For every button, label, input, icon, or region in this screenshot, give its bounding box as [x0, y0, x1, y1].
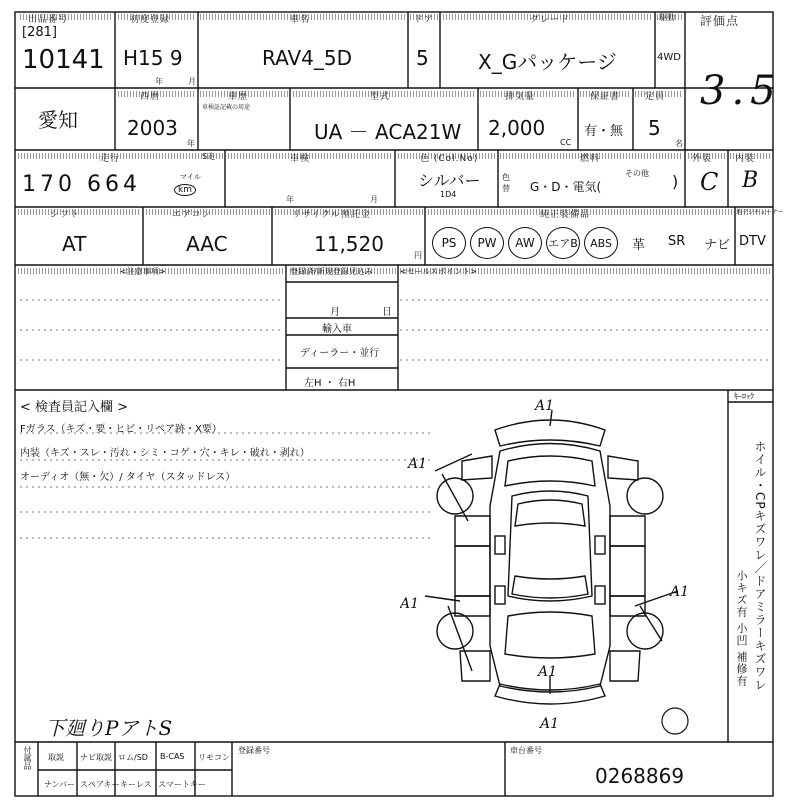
shift-label: シフト: [50, 210, 81, 220]
year-suffix: 年: [187, 139, 195, 148]
handle-side: 左H ・ 右H: [304, 378, 356, 389]
history-label: 車歴: [228, 92, 249, 102]
interior-label: 内装: [735, 154, 756, 164]
history-note: 車検証記載の用途: [202, 104, 251, 111]
damage-mark-rear-right: A1: [670, 584, 690, 600]
month-unit: 月: [188, 77, 196, 86]
exterior-value: C: [700, 168, 719, 196]
inspector-line-3: オーディオ（無・欠）/ タイヤ（スタッドレス）: [20, 472, 236, 483]
inspector-line-1: Fガラス（キズ・要・ヒビ・リペア跡・X要）: [20, 424, 222, 435]
equip-dtv: DTV: [739, 234, 766, 249]
model-code-value: UA － ACA21W: [314, 120, 462, 144]
ac-label: エアコン: [172, 210, 212, 220]
footer-keyless: キーレス: [120, 780, 152, 789]
damage-mark-front-left: A1: [408, 456, 428, 472]
sales-point-label: <セールスポイント>: [400, 267, 477, 276]
tuner-label: 地デジチューナー: [736, 209, 784, 216]
footer-smart-key: スマートキー: [158, 780, 206, 789]
equip-pw-badge: PW: [470, 227, 504, 259]
ac-value: AAC: [186, 232, 228, 256]
equip-airbag-badge: エアB: [546, 227, 580, 259]
accessories-label: 付属品: [23, 746, 32, 770]
damage-mark-rear-left: A1: [400, 596, 420, 612]
doors-value: 5: [416, 46, 429, 70]
lot-number: 10141: [22, 45, 105, 75]
score-label: 評価点: [700, 14, 740, 28]
recycle-value: 11,520: [314, 232, 384, 256]
grade-label: グレード: [530, 15, 571, 25]
grade-value: X_Gパッケージ: [478, 50, 617, 74]
color-value: シルバー: [418, 171, 481, 190]
mileage-meter-label: S走: [202, 152, 216, 161]
yen-unit: 円: [414, 251, 422, 260]
inspection-label: 車検: [290, 154, 311, 164]
equip-sunroof: SR: [668, 234, 686, 249]
holder-label: 保証書: [590, 92, 621, 102]
area-value: 愛知: [38, 108, 78, 132]
interior-value: B: [742, 168, 759, 193]
year-value: 2003: [127, 116, 178, 140]
damage-mark-rear: A1: [538, 664, 558, 680]
lot-label: 出品番号: [28, 15, 69, 25]
damage-mark-front: A1: [535, 398, 555, 414]
inspector-line-2: 内装（キズ・スレ・汚れ・シミ・コゲ・穴・キレ・破れ・剥れ）: [20, 448, 310, 459]
first-reg-value: H15 9: [123, 46, 183, 70]
color-code: 1D4: [440, 190, 457, 199]
color-change-label: 色替: [502, 173, 510, 193]
equip-aw-badge: AW: [508, 227, 542, 259]
import-label: 輸入車: [322, 324, 352, 335]
equip-leather: 革: [632, 238, 646, 253]
fuel-close: ): [672, 172, 679, 191]
footer-navi-manual: ナビ取説: [80, 753, 112, 762]
registration-day: 日: [382, 307, 392, 318]
year-label: 西暦: [140, 92, 161, 102]
mileage-value: 170 664: [22, 172, 141, 197]
first-reg-label: 初度登録: [130, 15, 171, 25]
model-value: RAV4_5D: [262, 46, 353, 70]
shift-value: AT: [62, 232, 87, 256]
inspection-month: 月: [370, 195, 378, 204]
year-unit: 年: [155, 77, 163, 86]
capacity-unit: 名: [675, 139, 683, 148]
footer-number-plate: ナンバー: [44, 780, 76, 789]
cc-unit: CC: [560, 138, 572, 147]
registration-number-label: 登録番号: [238, 746, 270, 755]
dealer-parallel: ディーラー・並行: [300, 348, 380, 359]
footer-manual: 取説: [48, 753, 64, 762]
registration-month: 月: [330, 307, 340, 318]
keylock-label: ｷｰﾛｯｸ: [734, 392, 754, 401]
chassis-number: 0268869: [595, 764, 685, 788]
door-label: ドア: [414, 15, 434, 25]
fuel-label: 燃料: [580, 154, 601, 164]
chassis-number-label: 車台番号: [510, 746, 542, 755]
handwritten-note: 下廻りPアトS: [45, 716, 173, 740]
mile-unit: マイル: [180, 173, 201, 181]
drive-label: 駆動: [659, 13, 675, 22]
displacement-label: 排気量: [505, 92, 536, 102]
footer-spare-key: スペアキー: [80, 780, 120, 789]
inspector-title: < 検査員記入欄 >: [20, 400, 129, 415]
footer-bcas: B-CAS: [160, 752, 185, 761]
caution-label: <注意事項>: [120, 267, 166, 276]
damage-legend: 小キズ有 小凹 補修有: [735, 570, 748, 687]
drive-value: 4WD: [657, 52, 681, 63]
fuel-other: その他: [625, 169, 649, 178]
model-label: 車名: [290, 15, 311, 25]
equip-label: 純正装備品: [540, 210, 591, 220]
registration-label: 登録済/新規登録見込み: [290, 267, 373, 276]
equip-ps-badge: PS: [432, 227, 466, 259]
recycle-label: リサイクル預託金: [292, 210, 371, 220]
exterior-label: 外装: [692, 154, 713, 164]
car-diagram-icon: [400, 396, 730, 736]
model-code-label: 型式: [370, 92, 391, 102]
displacement-value: 2,000: [488, 116, 546, 140]
wheel-mirror-legend: ホイル・CPキズワレ／ドアミラーキズワレ: [753, 440, 767, 692]
equip-navi: ナビ: [704, 238, 731, 253]
color-label: 色 (Col.No): [420, 154, 479, 164]
capacity-value: 5: [648, 116, 661, 140]
score-value: 3.5: [700, 68, 782, 114]
holder-value: 有・無: [584, 124, 624, 139]
km-unit: km: [174, 184, 196, 196]
damage-mark-rear-bumper: A1: [540, 716, 560, 732]
inspection-year: 年: [286, 195, 294, 204]
footer-rom-sd: ロム/SD: [118, 753, 148, 762]
lot-bracket: [281]: [22, 25, 57, 40]
equip-abs-badge: ABS: [584, 227, 618, 259]
footer-remote: リモコン: [198, 753, 230, 762]
capacity-label: 定員: [645, 92, 666, 102]
mileage-label: 走行: [100, 154, 121, 164]
fuel-value: G・D・電気(: [530, 180, 602, 194]
